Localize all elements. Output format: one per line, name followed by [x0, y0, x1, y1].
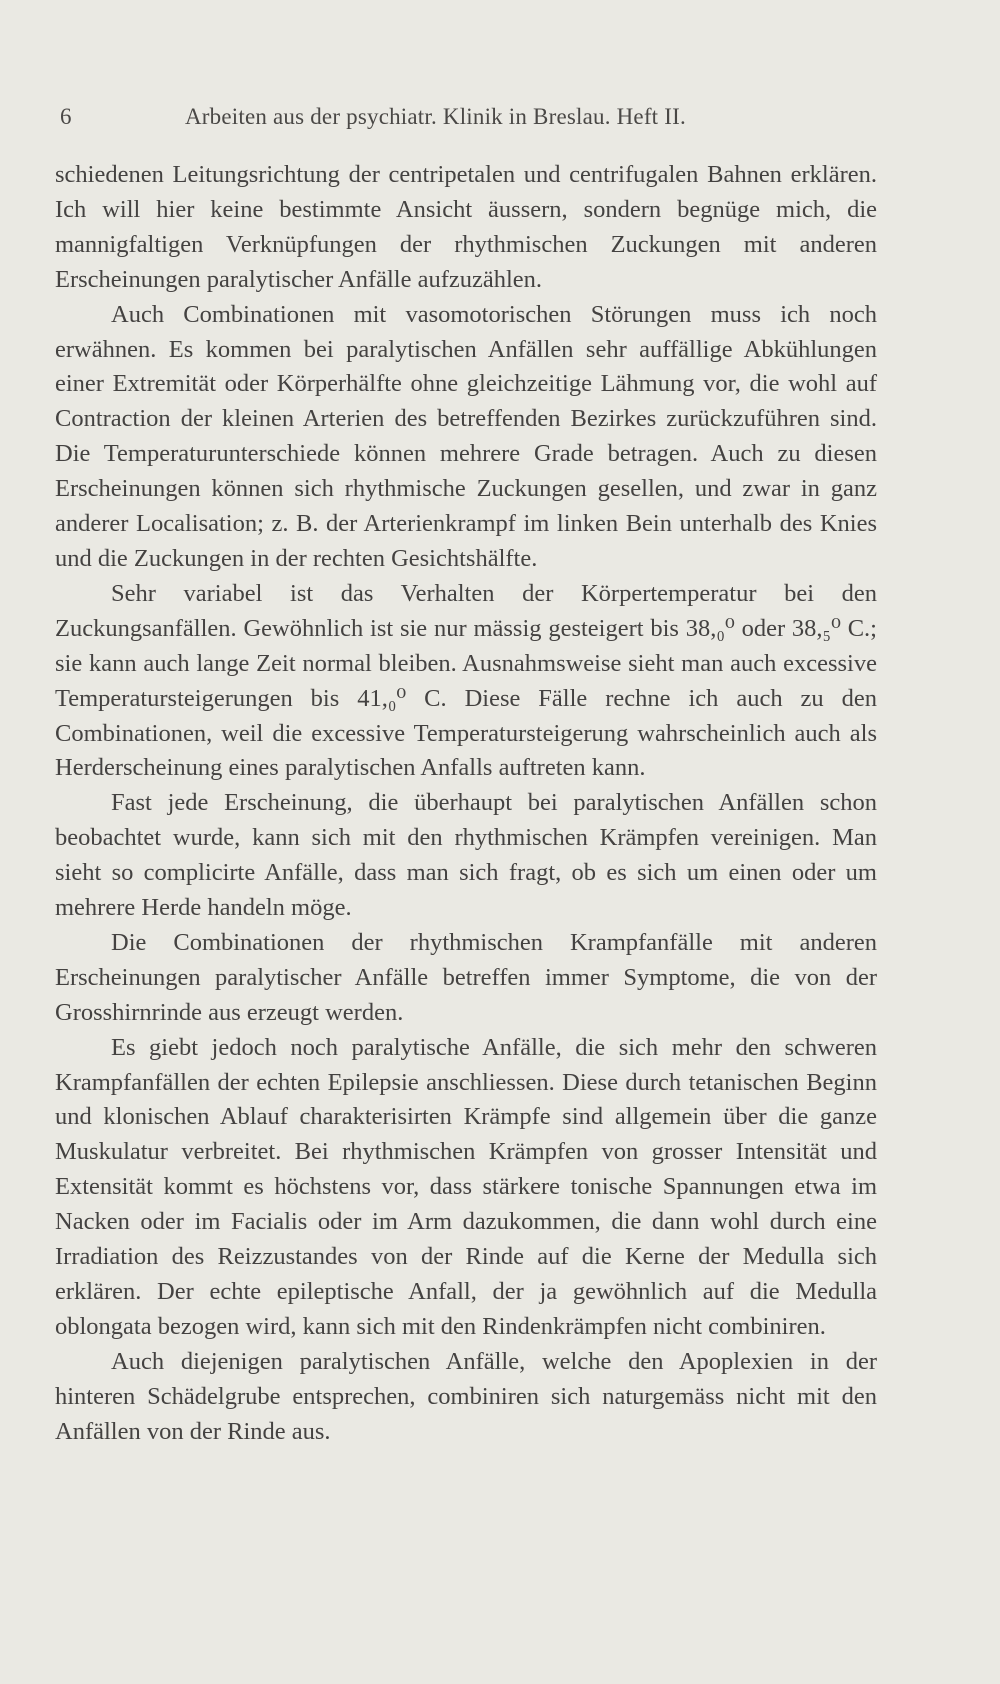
paragraph-3: Sehr variabel ist das Verhalten der Körpertemperatur bei den Zuckungsanfällen. Gewöhnlich ist sie nur mässig gesteigert bis 38,₀⁰ oder 38,₅⁰ C.; sie kann auch lange Zeit normal bleiben. Ausnahmsweise sieht man auch excessive Temperatursteigerungen bis 41,₀⁰ C. Diese Fälle rechne ich auch zu den Combinationen, weil die excessive Temperatursteigerung wahrscheinlich auch als Herderscheinung eines paralytischen Anfalls auftreten kann.	[55, 579, 877, 782]
body-text	[55, 158, 877, 1450]
paragraph-1: schiedenen Leitungsrichtung der centripetalen und centrifugalen Bahnen erklären. Ich will hier keine bestimmte Ansicht äussern, sondern begnüge mich, die mannigfaltigen Verknüpfungen der rhythmischen Zuckungen mit anderen Erscheinungen paralytischer Anfälle aufzuzählen.	[55, 161, 877, 293]
page-number: 6	[60, 104, 72, 129]
paragraph-2: Auch Combinationen mit vasomotorischen Störungen muss ich noch erwähnen. Es kommen bei paralytischen Anfällen sehr auffällige Abkühlungen einer Extremität oder Körperhälfte ohne gleichzeitige Lähmung vor, die wohl auf Contraction der kleinen Arterien des betreffenden Bezirkes zurückzuführen sind. Die Temperaturunterschiede können mehrere Grade betragen. Auch zu diesen Erscheinungen können sich rhythmische Zuckungen gesellen, und zwar in ganz anderer Localisation; z. B. der Arterienkrampf im linken Bein unterhalb des Knies und die Zuckungen in der rechten Gesichtshälfte.	[55, 300, 877, 572]
paragraph-7: Auch diejenigen paralytischen Anfälle, welche den Apoplexien in der hinteren Schädelgrube entsprechen, combiniren sich naturgemäss nicht mit den Anfällen von der Rinde aus.	[55, 1347, 877, 1445]
paragraph-4: Fast jede Erscheinung, die überhaupt bei paralytischen Anfällen schon beobachtet wurde, kann sich mit den rhythmischen Krämpfen vereinigen. Man sieht so complicirte Anfälle, dass man sich fragt, ob es sich um einen oder um mehrere Herde handeln möge.	[55, 789, 877, 922]
paragraph-6: Es giebt jedoch noch paralytische Anfälle, die sich mehr den schweren Krampfanfällen der echten Epilepsie anschliessen. Diese durch tetanischen Beginn und klonischen Ablauf charakterisirten Krämpfe sind allgemein über die ganze Muskulatur verbreitet. Bei rhythmischen Krämpfen von grosser Intensität und Extensität kommt es höchstens vor, dass stärkere tonische Spannungen etwa im Nacken oder im Facialis oder im Arm dazukommen, die dann wohl durch eine Irradiation des Reizzustandes von der Rinde auf die Kerne der Medulla sich erklären. Der echte epileptische Anfall, der ja gewöhnlich auf die Medulla oblongata bezogen wird, kann sich mit den Rindenkrämpfen nicht combiniren.	[55, 1033, 877, 1340]
paragraph-5: Die Combinationen der rhythmischen Krampfanfälle mit anderen Erscheinungen paralytischer Anfälle betreffen immer Symptome, die von der Grosshirnrinde aus erzeugt werden.	[55, 928, 877, 1026]
running-title: Arbeiten aus der psychiatr. Klinik in Breslau. Heft II.	[185, 104, 686, 129]
page-header	[60, 104, 940, 138]
